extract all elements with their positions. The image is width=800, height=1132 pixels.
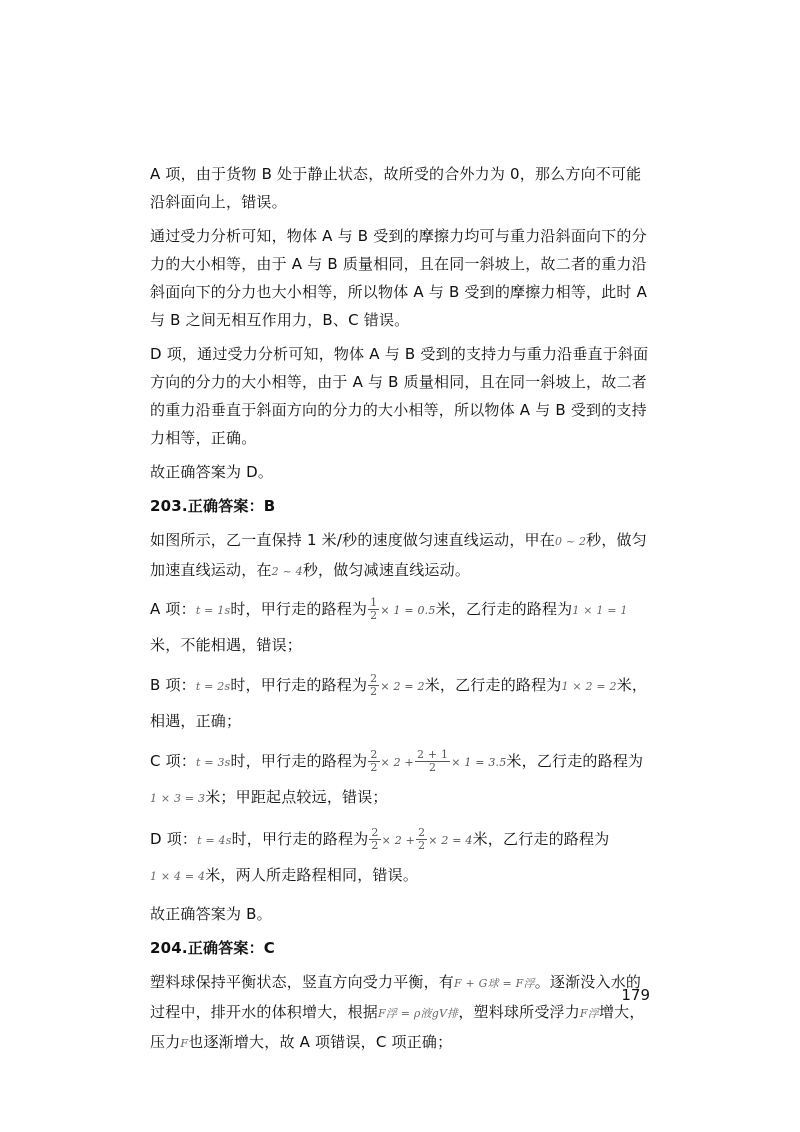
option-c-text-3: 米；甲距起点较远，错误； (205, 788, 388, 806)
q204-text-b: 。逐渐没入水的过程中，排开水的体积增大，根据 (150, 973, 642, 1021)
option-d-equation-mid: × 2 + (381, 834, 416, 847)
option-c-equation-2: 1 × 3 = 3 (150, 792, 206, 805)
q203-heading: 203.正确答案：B (150, 497, 276, 515)
q204-equation-balance: F + G球 = F浮 (454, 977, 535, 990)
q203-range-2: 2 ~ 4 (271, 565, 303, 578)
option-c-label: C 项： (150, 752, 197, 770)
answer-page-body (150, 160, 655, 1058)
q204-text-e: 也逐渐增大，故 A 项错误，C 项正确； (188, 1033, 453, 1051)
q203-range-1: 0 ~ 2 (554, 535, 587, 548)
q204-explanation (150, 968, 655, 1058)
option-d-equation: × 2 = 4 (428, 834, 473, 847)
option-c-equation: × 1 = 3.5 (451, 756, 507, 769)
option-a-text-1: 时，甲行走的路程为 (230, 600, 368, 618)
option-c-fraction-2: $\frac{2 + 1}{2}$ (416, 748, 449, 774)
option-c-fraction-1: $\frac{2}{2}$ (370, 748, 378, 774)
page-number: 179 (621, 986, 650, 1004)
option-d-text-1: 时，甲行走的路程为 (231, 830, 369, 848)
option-d-fraction-1: $\frac{2}{2}$ (371, 826, 379, 852)
q204-equation-buoyancy: F浮 = ρ液gV排 (378, 1007, 459, 1020)
option-d-text-2: 米，乙行走的路程为 (472, 830, 610, 848)
q204-symbol-buoyancy: F浮 (579, 1007, 599, 1020)
option-b-text-1: 时，甲行走的路程为 (230, 676, 368, 694)
option-b-equation-2: 1 × 2 = 2 (561, 680, 617, 693)
option-c-text-2: 米，乙行走的路程为 (506, 752, 644, 770)
q203-intro (150, 526, 655, 586)
option-b-label: B 项： (150, 676, 196, 694)
option-b-time: t = 2s (195, 680, 231, 693)
q203-option-b (150, 668, 655, 738)
q204-text-a: 塑料球保持平衡状态，竖直方向受力平衡，有 (150, 973, 455, 991)
q203-option-a (150, 592, 655, 662)
option-a-equation-2: 1 × 1 = 1 (572, 604, 628, 617)
q204-text-d: 增大，压力 (150, 1003, 645, 1051)
option-b-text-3: 米，相遇，正确； (150, 676, 648, 730)
paragraph-d-item: D 项，通过受力分析可知，物体 A 与 B 受到的支持力与重力沿垂直于斜面方向的分力的大小相等，由于 A 与 B 质量相同，且在同一斜坡上，故二者的重力沿垂直于斜面方向的分力的大小相等，所以物体 A 与 B 受到的支持力相等，正确。 (150, 345, 649, 447)
q203-option-d (150, 822, 655, 894)
q203-option-c (150, 744, 655, 816)
q204-text-c: ，塑料球所受浮力 (458, 1003, 580, 1021)
option-b-fraction: $\frac{2}{2}$ (370, 672, 378, 698)
paragraph-conclusion-202: 故正确答案为 D。 (150, 463, 274, 481)
option-a-time: t = 1s (195, 604, 231, 617)
option-a-text-2: 米，乙行走的路程为 (435, 600, 573, 618)
q203-intro-c: 秒，做匀减速直线运动。 (302, 561, 471, 579)
option-c-equation-mid: × 2 + (380, 756, 414, 769)
option-c-time: t = 3s (196, 756, 231, 769)
q203-intro-a: 如图所示，乙一直保持 1 米/秒的速度做匀速直线运动，甲在 (150, 531, 555, 549)
option-b-text-2: 米，乙行走的路程为 (424, 676, 562, 694)
option-d-text-3: 米，两人所走路程相同，错误。 (205, 866, 419, 884)
q203-intro-b: 秒，做匀加速直线运动，在 (150, 531, 647, 579)
option-b-equation: × 2 = 2 (380, 680, 425, 693)
option-d-label: D 项： (150, 830, 198, 848)
option-d-time: t = 4s (197, 834, 232, 847)
q204-heading: 204.正确答案：C (150, 939, 276, 957)
option-c-text-1: 时，甲行走的路程为 (230, 752, 368, 770)
q203-conclusion: 故正确答案为 B。 (150, 905, 272, 923)
option-a-label: A 项： (150, 600, 196, 618)
paragraph-a-item: A 项，由于货物 B 处于静止状态，故所受的合外力为 0，那么方向不可能沿斜面向上，错误。 (150, 165, 642, 211)
option-a-text-3: 米，不能相遇，错误； (150, 636, 303, 654)
option-a-equation: × 1 = 0.5 (380, 604, 436, 617)
q204-symbol-force: F (180, 1037, 189, 1050)
paragraph-friction: 通过受力分析可知，物体 A 与 B 受到的摩擦力均可与重力沿斜面向下的分力的大小相等，由于 A 与 B 质量相同，且在同一斜坡上，故二者的重力沿斜面向下的分力也大小相等，所以物体 A 与 B 受到的摩擦力相等，此时 A 与 B 之间无相互作用力，B、C 错误。 (150, 227, 648, 329)
option-d-fraction-2: $\frac{2}{2}$ (418, 826, 426, 852)
option-a-fraction: $\frac{1}{2}$ (370, 596, 378, 622)
option-d-equation-2: 1 × 4 = 4 (150, 870, 206, 883)
